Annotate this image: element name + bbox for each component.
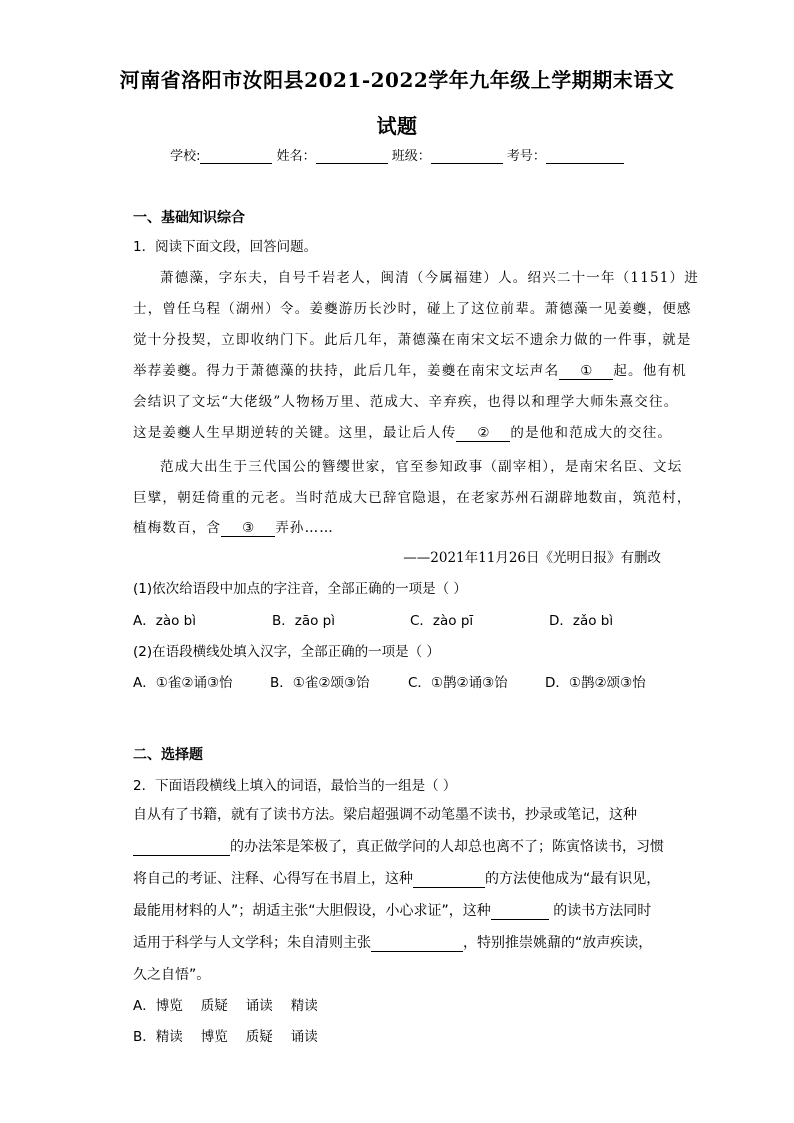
paragraph-text: 的方法使他成为“最有识见， xyxy=(485,871,661,887)
fill-blank[interactable] xyxy=(371,936,463,952)
paragraph-text: 将自己的考证、注释、心得写在书眉上，这种 xyxy=(133,871,413,887)
option-d[interactable]: D．zǎo bì xyxy=(549,613,614,629)
option-d[interactable]: D．①鹊②颂③怡 xyxy=(545,675,646,691)
option-a[interactable]: A．①雀②诵③怡 xyxy=(133,675,233,691)
paragraph-text: 的办法笨是笨极了，真正做学问的人却总也离不了；陈寅恪读书，习惯 xyxy=(230,839,664,855)
option-a-word: 精读 xyxy=(290,998,318,1014)
option-a[interactable]: A．zào bì xyxy=(133,613,196,629)
option-a[interactable] xyxy=(133,994,318,1014)
class-blank[interactable] xyxy=(431,149,503,164)
option-c[interactable]: C．zào pī xyxy=(410,613,474,629)
paragraph-line: 自从有了书籍，就有了读书方法。梁启超强调不动笔墨不读书，抄录或笔记，这种 xyxy=(133,807,637,823)
paragraph-line xyxy=(133,868,660,888)
passage-line: 范成大出生于三代国公的簪缨世家，官至参知政事（副宰相），是南宋名臣、文坛 xyxy=(160,459,683,475)
option-b[interactable] xyxy=(133,1025,318,1045)
passage-line: 巨擘，朝廷倚重的元老。当时范成大已辞官隐退，在老家苏州石湖辟地数亩，筑范村， xyxy=(133,490,692,506)
school-blank[interactable] xyxy=(200,149,272,164)
paragraph-text: 的读书方法同时 xyxy=(548,903,652,919)
section-heading-1: 一、基础知识综合 xyxy=(133,210,245,226)
fill-blank[interactable] xyxy=(133,840,230,856)
option-a-word: A．博览 xyxy=(133,998,183,1014)
fill-blank-3[interactable]: ③ xyxy=(221,520,275,537)
paragraph-line xyxy=(133,932,652,952)
passage-line xyxy=(133,421,672,442)
option-b-word: 博览 xyxy=(200,1029,228,1045)
paragraph-text: 最能用材料的人”；胡适主张“大胆假设，小心求证”，这种 xyxy=(133,903,491,919)
option-c[interactable]: C．①鹊②诵③饴 xyxy=(408,675,508,691)
passage-line: 士，曾任乌程（湖州）令。姜夔游历长沙时，碰上了这位前辈。萧德藻一见姜夔，便感 xyxy=(133,301,692,317)
option-b-word: 质疑 xyxy=(245,1029,273,1045)
passage-source: ——2021年11月26日《光明日报》有删改 xyxy=(403,550,661,566)
exam-title-line1: 河南省洛阳市汝阳县2021-2022学年九年级上学期期末语文 xyxy=(119,68,675,92)
exam-no-label: 考号： xyxy=(506,149,546,164)
student-info-row xyxy=(0,145,794,164)
question-2-stem: 2．下面语段横线上填入的词语，最恰当的一组是（ ） xyxy=(133,778,457,794)
passage-line xyxy=(133,359,687,380)
passage-text: 植梅数百，含 xyxy=(133,520,222,536)
passage-text: 弄孙…… xyxy=(275,520,335,536)
question-1-stem: 1．阅读下面文段，回答问题。 xyxy=(133,239,318,255)
paragraph-text: 适用于科学与人文学科；朱自清则主张 xyxy=(133,935,371,951)
fill-blank[interactable] xyxy=(491,904,549,920)
name-blank[interactable] xyxy=(316,149,388,164)
option-b-word: B．精读 xyxy=(133,1029,183,1045)
paragraph-text: ，特别推崇姚鼐的“放声疾读， xyxy=(463,935,653,951)
exam-title-line2: 试题 xyxy=(376,114,418,138)
passage-text: 这是姜夔人生早期逆转的关键。这里，最让后人传 xyxy=(133,425,457,441)
passage-text: 的是他和范成大的交往。 xyxy=(510,425,673,441)
passage-line: 觉十分投契，立即收纳门下。此后几年，萧德藻在南宋文坛不遗余力做的一件事，就是 xyxy=(133,332,692,348)
passage-line: 萧德藻，字东夫，自号千岩老人，闽清（今属福建）人。绍兴二十一年（1151）进 xyxy=(160,270,699,286)
option-b-word: 诵读 xyxy=(290,1029,318,1045)
fill-blank-2[interactable]: ② xyxy=(456,425,510,442)
option-b[interactable]: B．①雀②颂③饴 xyxy=(270,675,370,691)
exam-no-blank[interactable] xyxy=(546,149,624,164)
passage-line: 会结识了文坛“大佬级”人物杨万里、范成大、辛弃疾，也得以和理学大师朱熹交往。 xyxy=(133,394,679,410)
school-label: 学校: xyxy=(170,149,201,164)
fill-blank[interactable] xyxy=(413,872,485,888)
passage-text: 起。他有机 xyxy=(613,363,687,379)
subquestion-1-stem: (1)依次给语段中加点的字注音，全部正确的一项是（ ） xyxy=(133,581,467,597)
paragraph-line xyxy=(133,900,651,920)
passage-line xyxy=(133,516,334,537)
name-label: 姓名： xyxy=(276,149,316,164)
passage-text: 举荐姜夔。得力于萧德藻的扶持，此后几年，姜夔在南宋文坛声名 xyxy=(133,363,560,379)
subquestion-2-stem: (2)在语段横线处填入汉字，全部正确的一项是（ ） xyxy=(133,644,440,660)
paragraph-line xyxy=(133,836,664,856)
option-a-word: 质疑 xyxy=(200,998,228,1014)
option-b[interactable]: B．zāo pì xyxy=(272,613,335,629)
class-label: 班级： xyxy=(391,149,431,164)
fill-blank-1[interactable]: ① xyxy=(559,363,613,380)
paragraph-line: 久之自悟”。 xyxy=(133,967,211,983)
section-heading-2: 二、选择题 xyxy=(133,747,203,763)
option-a-word: 诵读 xyxy=(245,998,273,1014)
